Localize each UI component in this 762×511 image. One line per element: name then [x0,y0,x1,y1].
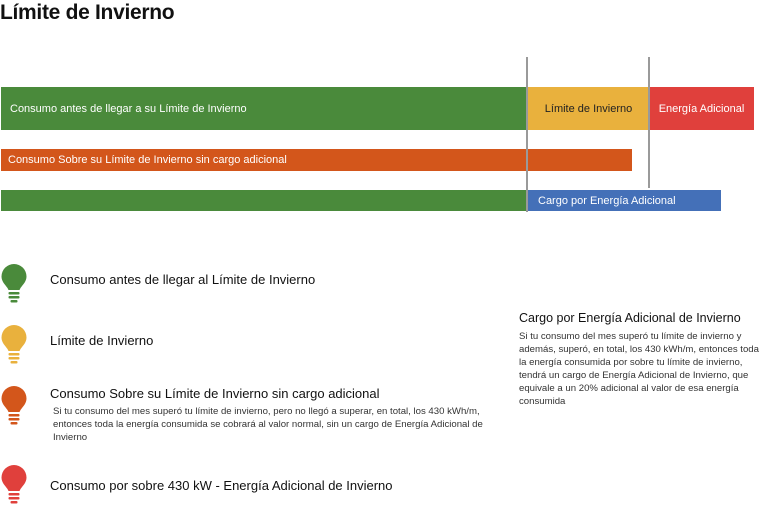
bar-limite-invierno-label: Límite de Invierno [544,102,633,115]
bar-consumo-sobre-limite-label: Consumo Sobre su Límite de Invierno sin cargo adicional [8,154,287,166]
divider-limite-start [526,57,528,212]
bar-consumo-antes [1,87,528,130]
bar-consumo-base-green [1,190,528,211]
lightbulb-icon [0,385,28,425]
legend-description-consumo-sobre-limite: Si tu consumo del mes superó tu límite de invierno, pero no llegó a superar, en total, los 430 kWh/m, entonces toda la energía consumida se cobrará al valor normal, sin un cargo de Energía Adicional de Invierno [53,406,483,443]
bar-cargo-energia-adicional-label: Cargo por Energía Adicional [538,194,676,207]
bar-energia-adicional-label: Energía Adicional [658,102,745,115]
bar-cargo-energia-adicional [528,190,721,211]
legend-label-consumo-antes: Consumo antes de llegar al Límite de Invierno [50,272,316,287]
bar-energia-adicional [649,87,754,130]
legend-label-energia-adicional: Consumo por sobre 430 kW - Energía Adicional de Invierno [50,478,393,493]
side-note-text: Si tu consumo del mes superó tu límite de invierno y además, superó, en total, los 430 kWh/m, entonces toda la energía consumida por sobre tu límite de invierno, tendrá un cargo de Energía Adicional de Invierno, que equivale a un 20% adicional al valor de esa energía consumida [519,331,759,407]
lightbulb-icon [0,324,28,364]
bar-consumo-antes-label: Consumo antes de llegar a su Límite de Invierno [10,102,247,115]
side-note-title: Cargo por Energía Adicional de Invierno [519,311,741,325]
page-title: Límite de Invierno [0,1,175,24]
bar-limite-invierno [528,87,649,130]
bar-consumo-sobre-limite [1,149,632,171]
legend-label-limite-invierno: Límite de Invierno [50,333,154,348]
lightbulb-icon [0,263,28,303]
lightbulb-icon [0,464,28,504]
legend-label-consumo-sobre-limite: Consumo Sobre su Límite de Invierno sin cargo adicional [50,386,380,401]
divider-limite-end [648,57,650,188]
